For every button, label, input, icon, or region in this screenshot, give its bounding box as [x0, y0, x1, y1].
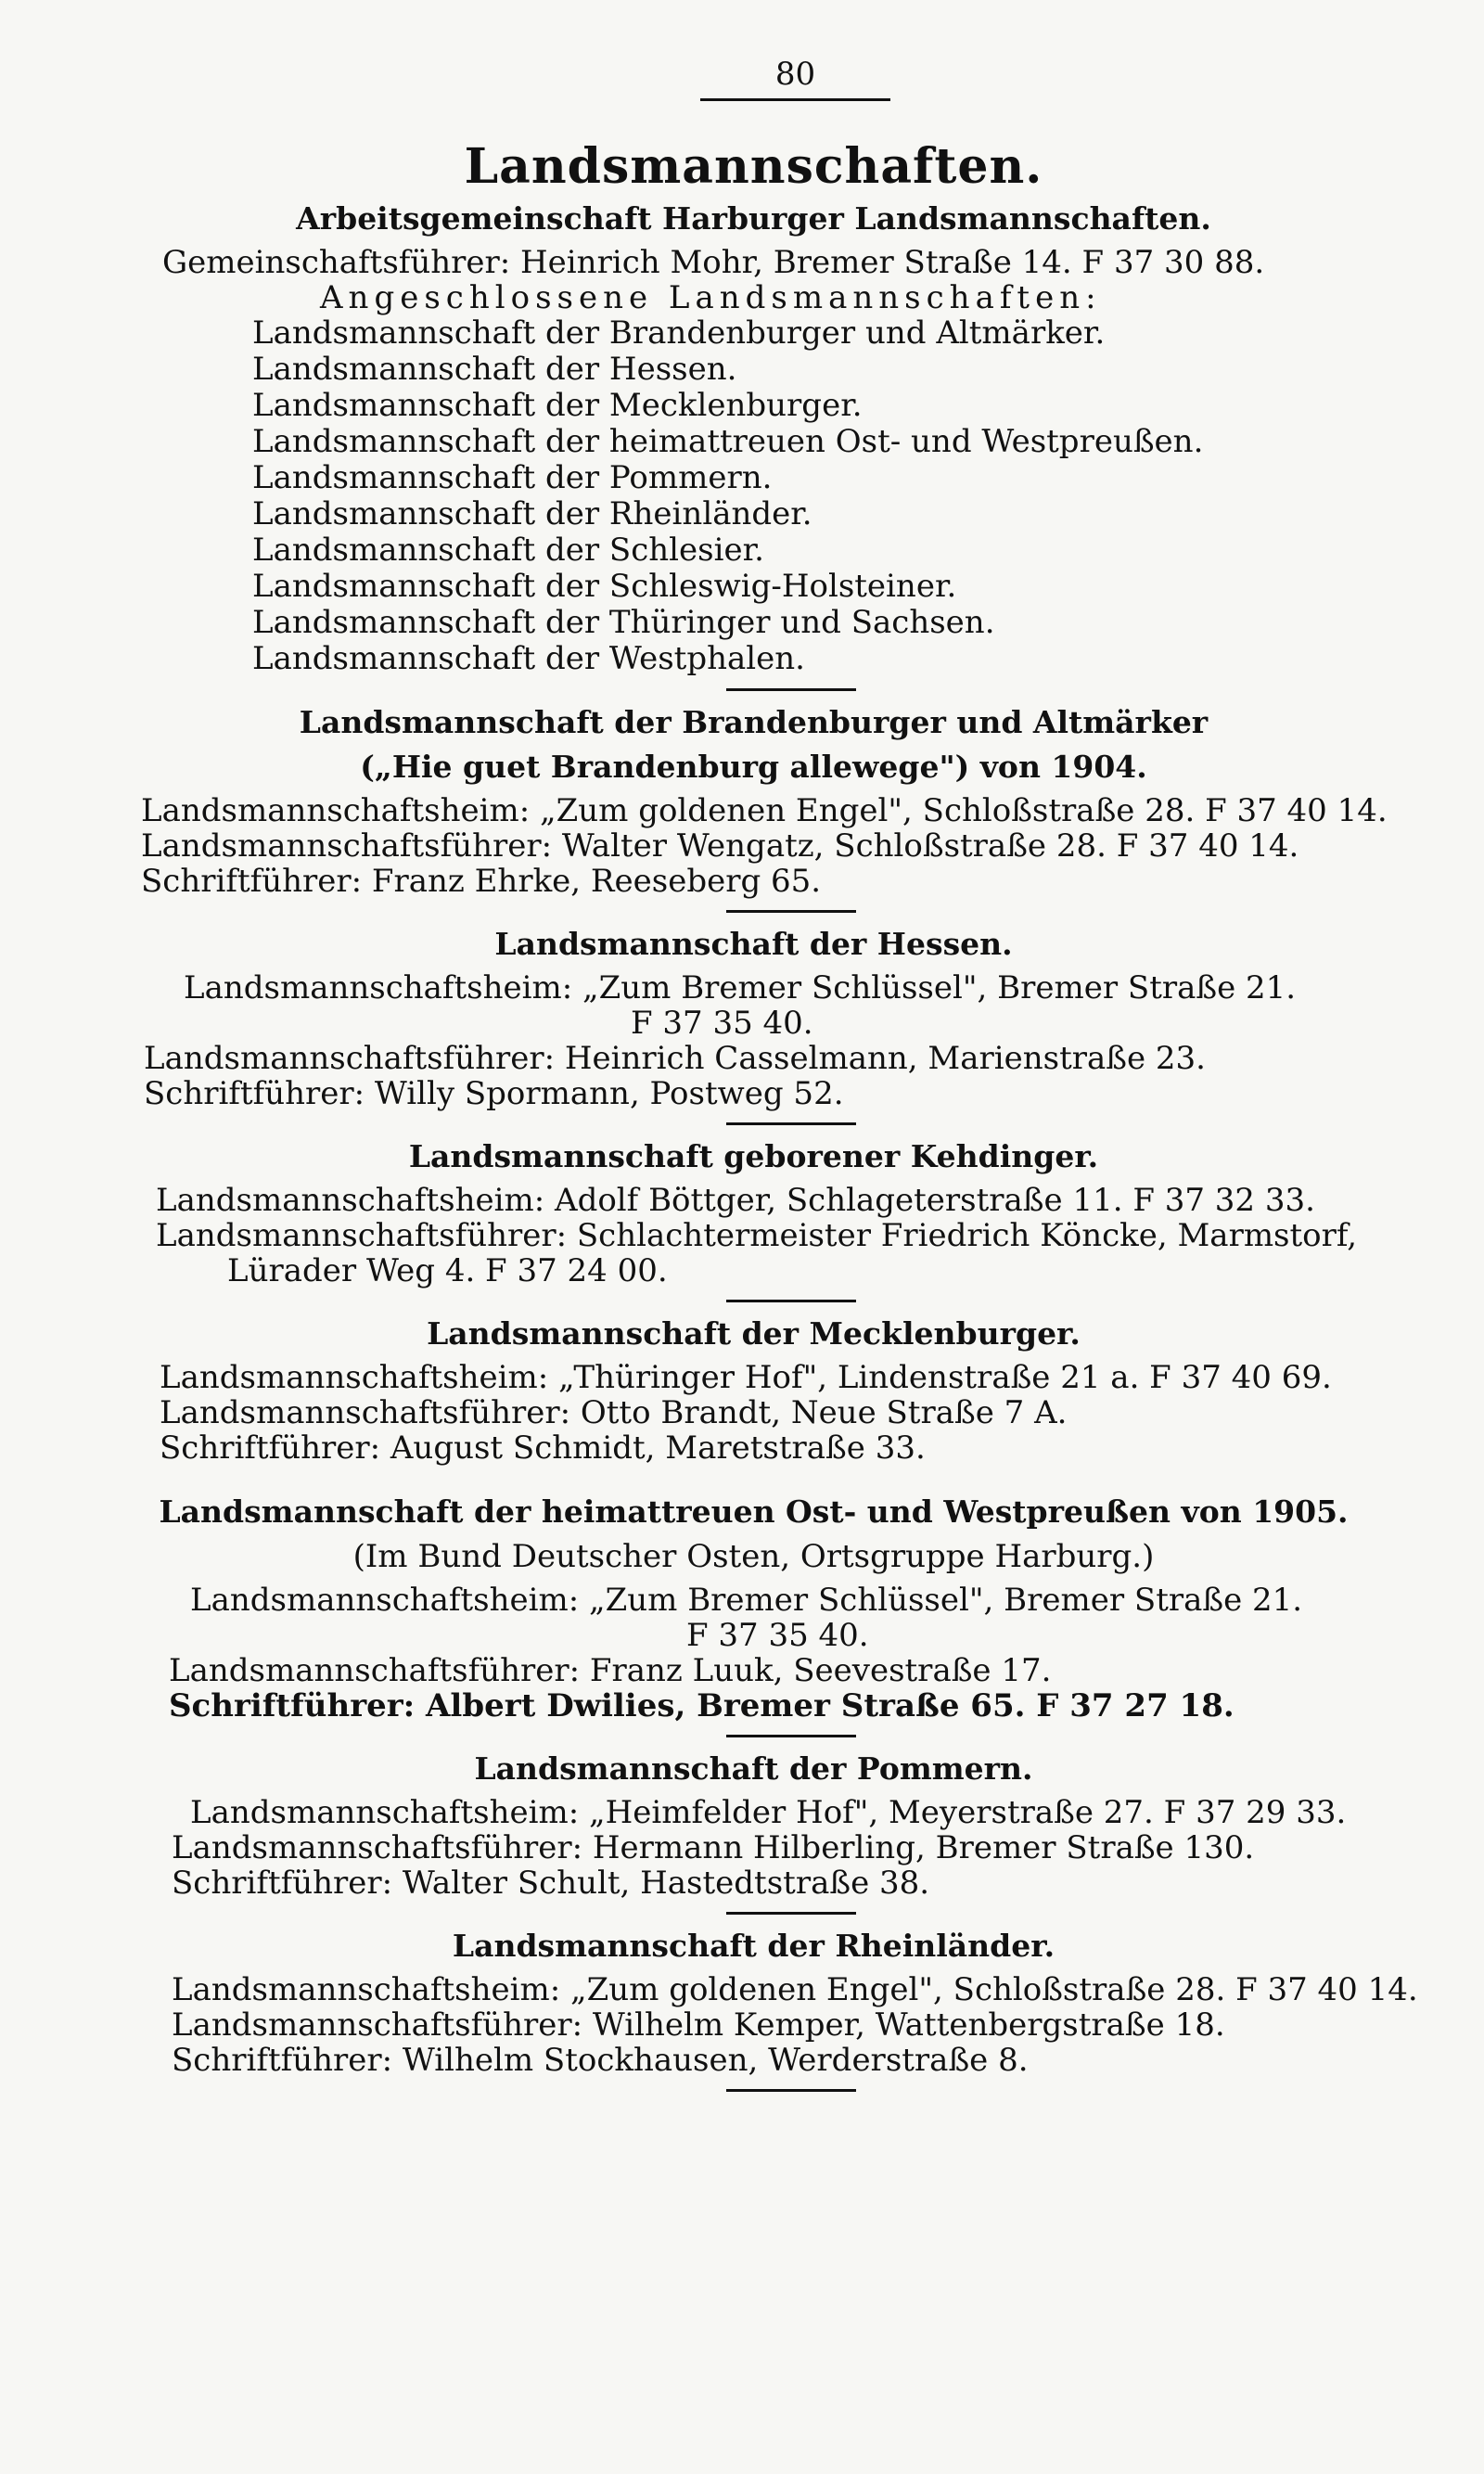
section-hessen	[111, 926, 1396, 1111]
fuehrer-line: Landsmannschaftsführer: Heinrich Casselmann, Marienstraße 23.	[144, 1040, 1206, 1077]
list-item: Landsmannschaft der Hessen.	[252, 351, 737, 388]
section-divider	[726, 1122, 856, 1125]
fuehrer-line: Landsmannschaftsführer: Schlachtermeister Friedrich Köncke, Marmstorf,	[156, 1217, 1358, 1254]
fuehrer-line: Landsmannschaftsführer: Hermann Hilberling, Bremer Straße 130.	[172, 1829, 1255, 1866]
schrift-line: Schriftführer: August Schmidt, Maretstraße 33.	[160, 1429, 926, 1467]
list-item: Landsmannschaft der Thüringer und Sachsen.	[252, 604, 995, 641]
fuehrer-line: Landsmannschaftsführer: Walter Wengatz, Schloßstraße 28. F 37 40 14.	[141, 827, 1299, 865]
members-heading: Angeschlossene Landsmannschaften:	[320, 279, 1102, 316]
leader-line: Gemeinschaftsführer: Heinrich Mohr, Bremer Straße 14. F 37 30 88.	[162, 244, 1265, 281]
section-ost-westpreussen	[111, 1493, 1396, 1724]
section-divider	[726, 1735, 856, 1737]
fuehrer-line: Landsmannschaftsführer: Franz Luuk, Seevestraße 17.	[169, 1652, 1052, 1689]
fuehrer-line: Landsmannschaftsführer: Otto Brandt, Neue Straße 7 A.	[160, 1394, 1068, 1431]
section-kehdinger	[111, 1138, 1396, 1288]
section-subtitle: (Im Bund Deutscher Osten, Ortsgruppe Harburg.)	[352, 1538, 1155, 1575]
heim-phone: F 37 35 40.	[686, 1617, 869, 1654]
section-title: Landsmannschaft der Pommern.	[474, 1750, 1033, 1787]
section-divider	[726, 2089, 856, 2092]
list-item: Landsmannschaft der Westphalen.	[252, 640, 805, 677]
list-item: Landsmannschaft der Pommern.	[252, 459, 773, 496]
heim-line: Landsmannschaftsheim: „Zum Bremer Schlüssel", Bremer Straße 21.	[184, 969, 1297, 1006]
heim-line: Landsmannschaftsheim: „Zum Bremer Schlüssel", Bremer Straße 21.	[190, 1582, 1303, 1619]
section-title: Landsmannschaft der heimattreuen Ost- und Westpreußen von 1905.	[159, 1493, 1349, 1530]
schrift-line: Schriftführer: Walter Schult, Hastedtstraße 38.	[172, 1865, 930, 1902]
list-item: Landsmannschaft der Schleswig-Holsteiner.	[252, 568, 957, 605]
section-mecklenburger	[111, 1315, 1396, 1466]
section-subtitle: („Hie guet Brandenburg allewege") von 1904.	[360, 749, 1147, 785]
section-pommern	[111, 1750, 1396, 1901]
list-item: Landsmannschaft der Schlesier.	[252, 532, 764, 569]
schrift-line: Schriftführer: Franz Ehrke, Reeseberg 65.	[141, 863, 822, 900]
header-rule	[700, 98, 890, 101]
heim-phone: F 37 35 40.	[631, 1005, 813, 1042]
section-title: Landsmannschaft geborener Kehdinger.	[408, 1138, 1099, 1174]
section-title: Landsmannschaft der Rheinländer.	[452, 1928, 1055, 1964]
main-title: Landsmannschaften.	[464, 138, 1043, 195]
page-number: 80	[774, 56, 816, 93]
heim-line: Landsmannschaftsheim: „Thüringer Hof", Lindenstraße 21 a. F 37 40 69.	[160, 1359, 1332, 1396]
fuehrer-line-continued: Lürader Weg 4. F 37 24 00.	[227, 1252, 668, 1289]
schrift-line: Schriftführer: Willy Spormann, Postweg 52.	[144, 1075, 844, 1112]
heim-line: Landsmannschaftsheim: „Zum goldenen Engel", Schloßstraße 28. F 37 40 14.	[141, 792, 1388, 829]
section-rheinlaender	[111, 1928, 1418, 2079]
fuehrer-line: Landsmannschaftsführer: Wilhelm Kemper, Wattenbergstraße 18.	[172, 2006, 1225, 2044]
section-title: Landsmannschaft der Mecklenburger.	[427, 1315, 1081, 1352]
section-divider	[726, 1912, 856, 1915]
list-item: Landsmannschaft der Mecklenburger.	[252, 387, 863, 424]
section-title: Landsmannschaft der Hessen.	[494, 926, 1013, 962]
member-list	[111, 315, 1396, 677]
schrift-line: Schriftführer: Wilhelm Stockhausen, Werderstraße 8.	[172, 2042, 1029, 2079]
section-divider	[726, 910, 856, 913]
section-divider	[726, 688, 856, 691]
section-arbeitsgemeinschaft	[111, 200, 1396, 677]
section-brandenburger	[111, 704, 1396, 899]
list-item: Landsmannschaft der Brandenburger und Altmärker.	[252, 314, 1106, 352]
section-title: Arbeitsgemeinschaft Harburger Landsmannschaften.	[296, 200, 1211, 237]
list-item: Landsmannschaft der Rheinländer.	[252, 495, 812, 532]
section-divider	[726, 1300, 856, 1302]
list-item: Landsmannschaft der heimattreuen Ost- und Westpreußen.	[252, 423, 1204, 460]
heim-line: Landsmannschaftsheim: „Zum goldenen Engel", Schloßstraße 28. F 37 40 14.	[172, 1971, 1418, 2008]
heim-line: Landsmannschaftsheim: „Heimfelder Hof", Meyerstraße 27. F 37 29 33.	[190, 1794, 1347, 1831]
heim-line: Landsmannschaftsheim: Adolf Böttger, Schlageterstraße 11. F 37 32 33.	[156, 1182, 1315, 1219]
schrift-line: Schriftführer: Albert Dwilies, Bremer Straße 65. F 37 27 18.	[169, 1687, 1235, 1724]
section-title: Landsmannschaft der Brandenburger und Altmärker	[299, 704, 1209, 740]
